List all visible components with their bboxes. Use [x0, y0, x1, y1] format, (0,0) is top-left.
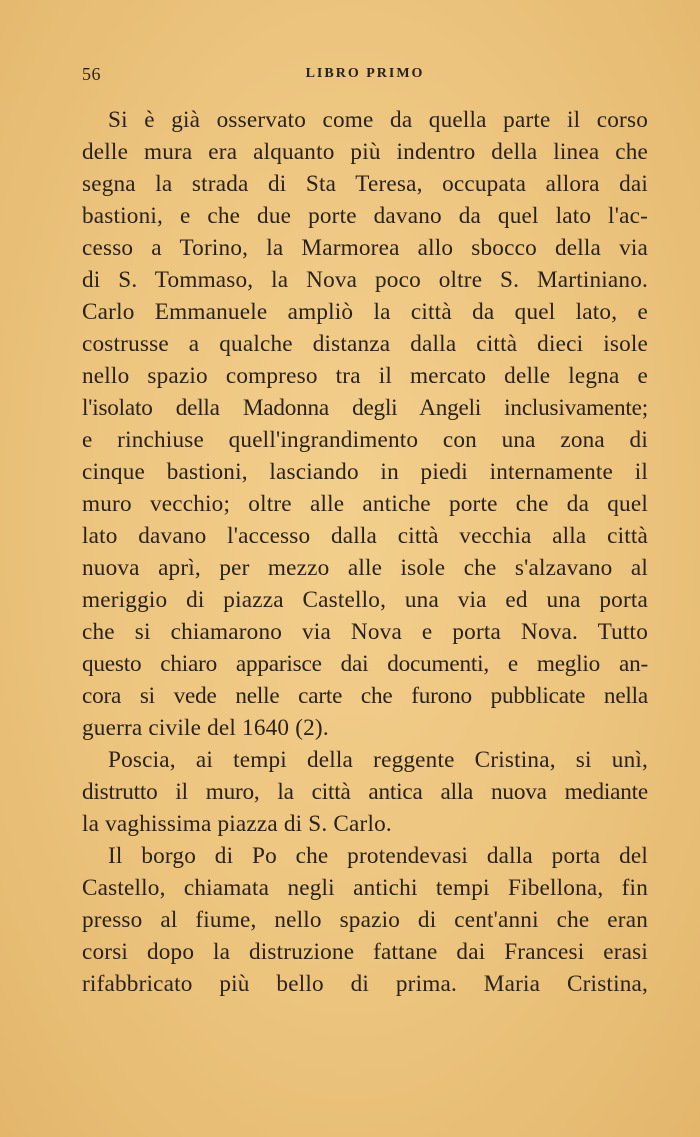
text-line: muro vecchio; oltre alle antiche porte che da quel [82, 491, 648, 517]
text-line: rifabbricato più bello di prima. Maria Cristina, [82, 971, 648, 997]
text-line: meriggio di piazza Castello, una via ed una porta [82, 587, 648, 613]
text-line: che si chiamarono via Nova e porta Nova. Tutto [82, 619, 648, 645]
text-line: cinque bastioni, lasciando in piedi internamente il [82, 459, 648, 485]
text-line: di S. Tommaso, la Nova poco oltre S. Martiniano. [82, 267, 648, 293]
text-line: delle mura era alquanto più indentro della linea che [82, 139, 648, 165]
text-line: Carlo Emmanuele ampliò la città da quel lato, e [82, 299, 648, 325]
text-line: e rinchiuse quell'ingrandimento con una zona di [82, 427, 648, 453]
text-line: cora si vede nelle carte che furono pubblicate nella [82, 683, 648, 709]
text-line: questo chiaro apparisce dai documenti, e meglio an- [82, 651, 648, 677]
text-line: l'isolato della Madonna degli Angeli inclusivamente; [82, 395, 648, 421]
text-line: cesso a Torino, la Marmorea allo sbocco della via [82, 235, 648, 261]
text-line: lato davano l'accesso dalla città vecchia alla città [82, 523, 648, 549]
text-line: corsi dopo la distruzione fattane dai Francesi erasi [82, 939, 648, 965]
text-line: segna la strada di Sta Teresa, occupata allora dai [82, 171, 648, 197]
body-text [82, 104, 648, 1000]
text-line: distrutto il muro, la città antica alla nuova mediante [82, 779, 648, 805]
text-line: la vaghissima piazza di S. Carlo. [82, 811, 392, 837]
text-line: Si è già osservato come da quella parte il corso [108, 107, 648, 133]
page-header [82, 64, 648, 88]
text-line: costrusse a qualche distanza dalla città dieci isole [82, 331, 648, 357]
text-line: guerra civile del 1640 (2). [82, 715, 329, 741]
text-line: bastioni, e che due porte davano da quel lato l'ac- [82, 203, 648, 229]
page-number: 56 [82, 64, 101, 84]
text-line: Poscia, ai tempi della reggente Cristina, si unì, [108, 747, 648, 773]
text-line: nuova aprì, per mezzo alle isole che s'alzavano al [82, 555, 648, 581]
text-line: presso al fiume, nello spazio di cent'anni che eran [82, 907, 648, 933]
text-line: Il borgo di Po che protendevasi dalla porta del [108, 843, 648, 869]
text-line: nello spazio compreso tra il mercato delle legna e [82, 363, 648, 389]
text-line: Castello, chiamata negli antichi tempi Fibellona, fin [82, 875, 648, 901]
running-title: LIBRO PRIMO [305, 66, 425, 81]
